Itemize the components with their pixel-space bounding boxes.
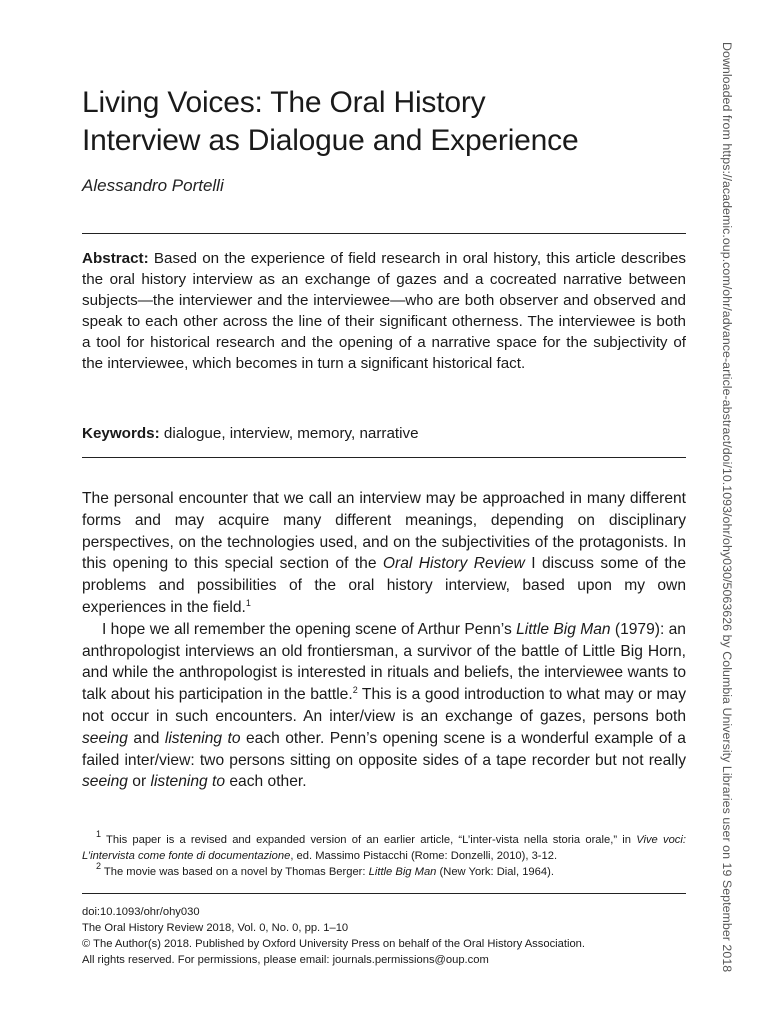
article-title-line1: Living Voices: The Oral History — [82, 86, 486, 119]
paragraph-2-text-f: or — [127, 773, 151, 791]
divider-keywords — [82, 457, 686, 458]
paragraph-1 — [82, 488, 686, 619]
paragraph-2-text-a: I hope we all remember the opening scene of Arthur Penn’s — [102, 620, 517, 638]
emphasis-listening-2: listening to — [150, 773, 226, 791]
keywords-label: Keywords: — [82, 425, 160, 442]
article-title — [82, 84, 686, 160]
keywords — [82, 423, 686, 444]
paragraph-2-text-g: each other. — [225, 773, 307, 791]
footnote-1-text-a: This paper is a revised and expanded version of an earlier article, “L’inter-vista nella storia orale,” in — [101, 834, 637, 846]
footnote-ref-2[interactable]: 2 — [352, 685, 358, 696]
author-name[interactable]: Alessandro Portelli — [82, 176, 224, 195]
article-title-line2: Interview as Dialogue and Experience — [82, 124, 579, 157]
emphasis-seeing-2: seeing — [82, 773, 128, 791]
download-notice: Downloaded from https://academic.oup.com/ohr/advance-article-abstract/doi/10.1093/ohr/ohy030/5063626 by Columbia University Libraries user on 19 September 2018 — [720, 42, 734, 973]
divider-footer — [82, 893, 686, 894]
copyright-notice: © The Author(s) 2018. Published by Oxford University Press on behalf of the Oral History Association. — [82, 938, 586, 950]
download-sidebar — [722, 42, 746, 982]
footnote-1-book-title: Vive voci: L’intervista come fonte di documentazione — [82, 834, 686, 862]
body-text — [82, 488, 686, 793]
paragraph-2-text-c: This is a good introduction to what may or may not occur in such encounters. An inter/view is an exchange of gazes, persons both — [82, 686, 686, 725]
paragraph-1-text-b: I discuss some of the problems and possibilities of the oral history interview, based upon my own experiences in the field. — [82, 555, 686, 616]
keywords-text: dialogue, interview, memory, narrative — [163, 425, 419, 442]
journal-title-italic: Oral History Review — [382, 555, 525, 573]
footnote-2-text-a: The movie was based on a novel by Thomas Berger: — [101, 866, 369, 878]
footnotes — [82, 829, 686, 880]
emphasis-seeing: seeing — [82, 729, 128, 747]
emphasis-listening: listening to — [164, 729, 241, 747]
footnote-2 — [82, 861, 686, 880]
doi-link[interactable]: doi:10.1093/ohr/ohy030 — [82, 906, 200, 918]
footnote-1-text-b: , ed. Massimo Pistacchi (Rome: Donzelli, 2010), 3-12. — [290, 850, 558, 862]
footnote-1 — [82, 829, 686, 864]
divider-top — [82, 233, 686, 234]
paragraph-2-text-b: (1979): an anthropologist interviews an old frontiersman, a survivor of the battle of Little Big Horn, and while the anthropologist is interested in rituals and beliefs, the interviewee wants to talk about his participation in the battle. — [82, 620, 686, 704]
journal-citation: The Oral History Review 2018, Vol. 0, No. 0, pp. 1–10 — [82, 922, 349, 934]
publication-metadata — [82, 904, 686, 968]
footnote-2-book-title: Little Big Man — [368, 866, 437, 878]
footnote-2-text-b: (New York: Dial, 1964). — [436, 866, 554, 878]
abstract — [82, 248, 686, 374]
film-title-italic: Little Big Man — [516, 620, 611, 638]
paragraph-1-text-a: The personal encounter that we call an interview may be approached in many different forms and may acquire many different meanings, depending on disciplinary perspectives, on the technologies used, and on the subjectivities of the protagonists. In this opening to this special section of the — [82, 490, 686, 573]
footnote-2-number: 2 — [96, 861, 102, 871]
abstract-label: Abstract: — [82, 250, 149, 267]
paragraph-2-text-e: each other. Penn’s opening scene is a wonderful example of a failed inter/view: two persons sitting on opposite sides of a tape recorder but not really — [82, 729, 686, 769]
footnote-ref-1[interactable]: 1 — [245, 597, 251, 608]
abstract-text: Based on the experience of field research in oral history, this article describes the oral history interview as an exchange of gazes and a cocreated narrative between subjects—the interviewer and the interviewee—who are both observer and observed and speak to each other across the line of their significant otherness. The interviewee is both a tool for historical research and the opening of a narrative space for the subjectivity of the interviewee, which becomes in turn a significant historical fact. — [82, 250, 686, 372]
footnote-1-number: 1 — [96, 829, 102, 839]
paragraph-2-text-d: and — [127, 729, 165, 747]
paragraph-2 — [82, 619, 686, 793]
rights-notice: All rights reserved. For permissions, please email: journals.permissions@oup.com — [82, 954, 489, 966]
